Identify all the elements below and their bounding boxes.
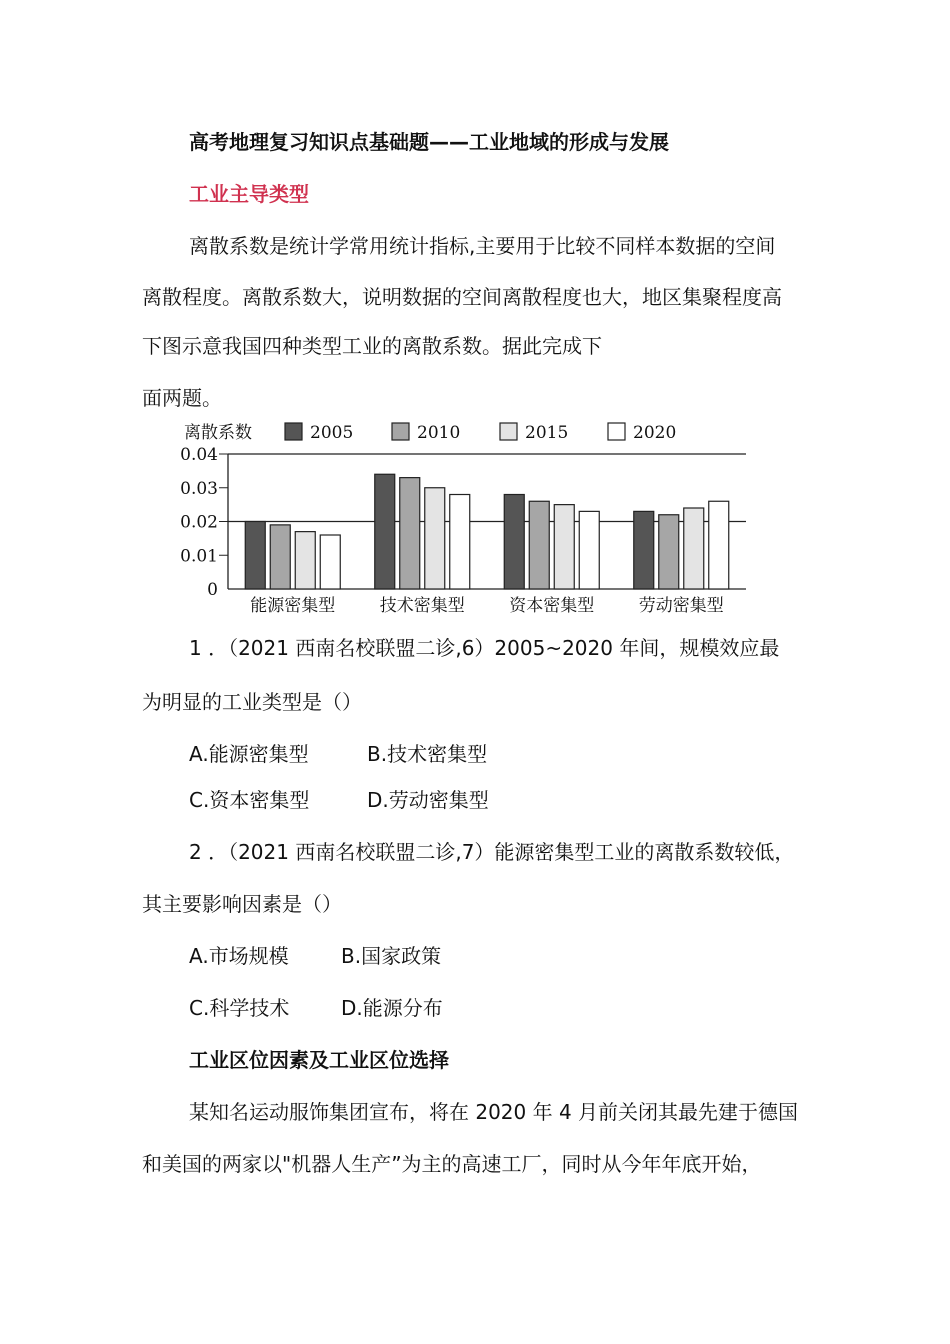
intro-line: 离散系数是统计学常用统计指标,主要用于比较不同样本数据的空间: [189, 234, 776, 258]
bar: [295, 532, 315, 589]
y-tick-label: 0.01: [180, 546, 218, 567]
legend-label: 2015: [525, 423, 569, 443]
bar: [450, 495, 470, 590]
intro-line: 离散程度。离散系数大，说明数据的空间离散程度也大，地区集聚程度高: [142, 285, 782, 309]
y-tick-label: 0.04: [180, 445, 218, 465]
bar: [504, 495, 524, 590]
page-title: 高考地理复习知识点基础题——工业地域的形成与发展: [189, 130, 669, 154]
bar: [245, 522, 265, 590]
para2-line: 某知名运动服饰集团宣布，将在 2020 年 4 月前关闭其最先建于德国: [189, 1100, 799, 1124]
q1-option-b[interactable]: B.技术密集型: [367, 742, 488, 766]
bar: [400, 478, 420, 589]
x-tick-label: 技术密集型: [379, 596, 465, 614]
bar: [529, 501, 549, 589]
q1-option-c[interactable]: C.资本密集型: [189, 788, 310, 812]
bar: [554, 505, 574, 589]
bar: [375, 474, 395, 589]
legend-swatch: [285, 423, 302, 440]
intro-line: 面两题。: [142, 386, 222, 410]
q2-option-d[interactable]: D.能源分布: [341, 996, 443, 1020]
section-heading-location-factors: 工业区位因素及工业区位选择: [189, 1048, 449, 1072]
legend-swatch: [608, 423, 625, 440]
bar: [425, 488, 445, 589]
y-tick-label: 0.02: [180, 512, 218, 533]
bar: [634, 511, 654, 589]
q1-option-d[interactable]: D.劳动密集型: [367, 788, 489, 812]
bar: [320, 535, 340, 589]
y-tick-label: 0: [207, 580, 218, 600]
y-axis-label: 离散系数: [184, 423, 252, 443]
bar: [270, 525, 290, 589]
para2-line: 和美国的两家以"机器人生产”为主的高速工厂，同时从今年年底开始，: [142, 1152, 762, 1176]
q1-option-a[interactable]: A.能源密集型: [189, 742, 309, 766]
legend-swatch: [392, 423, 409, 440]
bar: [684, 508, 704, 589]
bar-chart: [170, 414, 760, 614]
legend-label: 2005: [310, 423, 354, 443]
x-tick-label: 资本密集型: [509, 596, 595, 614]
intro-line: 下图示意我国四种类型工业的离散系数。据此完成下: [142, 334, 602, 358]
q2-option-a[interactable]: A.市场规模: [189, 944, 289, 968]
q2-option-c[interactable]: C.科学技术: [189, 996, 290, 1020]
x-tick-label: 能源密集型: [250, 596, 336, 614]
legend-label: 2010: [417, 423, 461, 443]
section-heading-industry-types: 工业主导类型: [189, 182, 309, 206]
q2-stem: 其主要影响因素是（）: [142, 892, 342, 916]
bar: [709, 501, 729, 589]
legend-swatch: [500, 423, 517, 440]
q1-stem: 为明显的工业类型是（）: [142, 690, 362, 714]
q1-stem: 1 ．（2021 西南名校联盟二诊,6）2005~2020 年间，规模效应最: [189, 636, 780, 660]
legend-label: 2020: [633, 423, 677, 443]
x-tick-label: 劳动密集型: [638, 596, 724, 614]
y-tick-label: 0.03: [180, 478, 218, 499]
q2-option-b[interactable]: B.国家政策: [341, 944, 442, 968]
bar: [579, 511, 599, 589]
bar: [659, 515, 679, 589]
q2-stem: 2 ．（2021 西南名校联盟二诊,7）能源密集型工业的离散系数较低，: [189, 840, 795, 864]
